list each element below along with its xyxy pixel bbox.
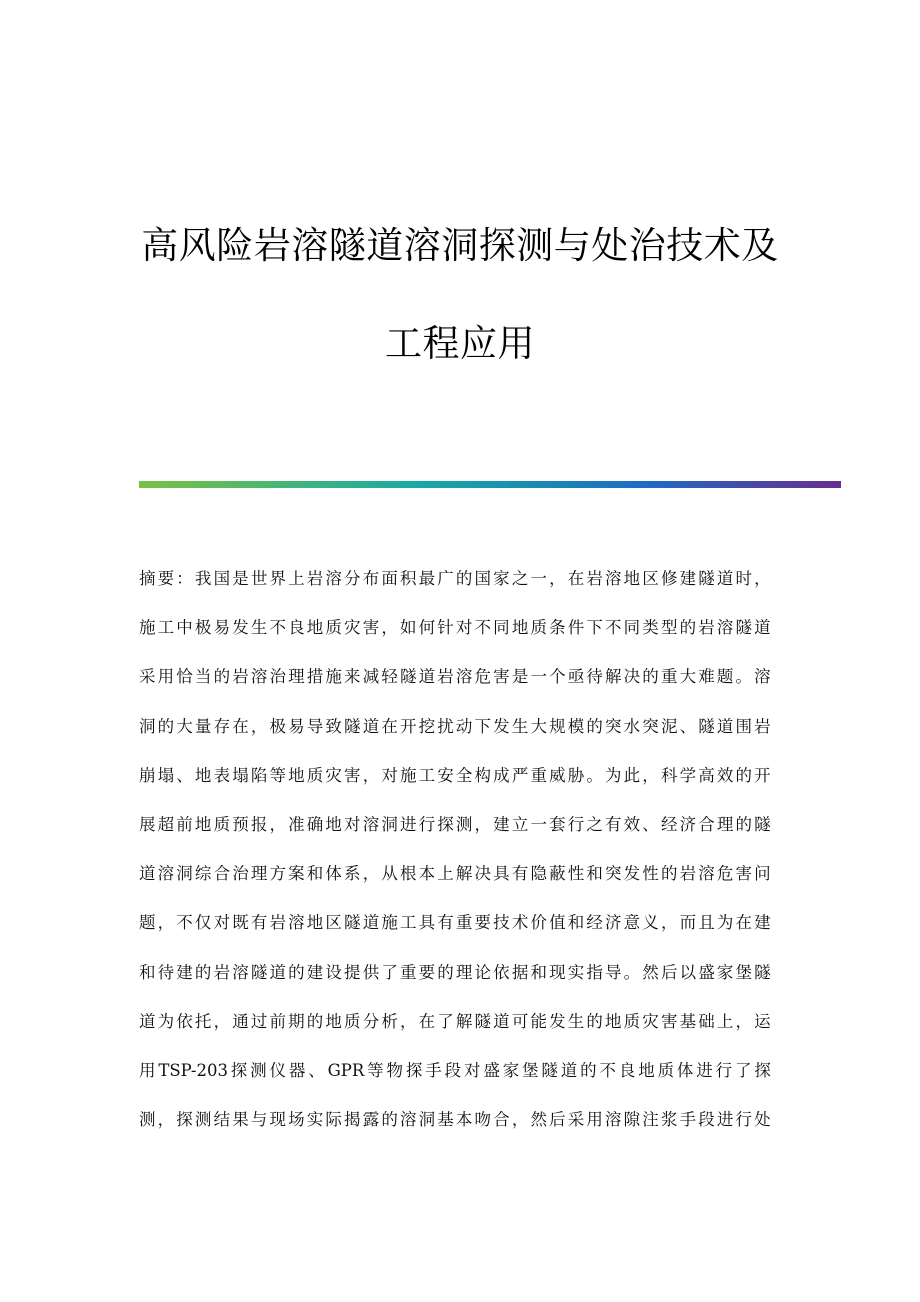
abstract-line: 摘 要 ： 我 国 是 世 界 上 岩 溶 分 布 面 积 最 广 的 国 家 之 一 ， 在 岩 溶 地 区 修 建 隧 道 时 ， xyxy=(139,569,771,588)
document-title-line-1: 高风险岩溶隧道溶洞探测与处治技术及 xyxy=(141,224,779,267)
abstract-line: 道 为 依 托 ， 通 过 前 期 的 地 质 分 析 ， 在 了 解 隧 道 可 能 发 生 的 地 质 灾 害 基 础 上 ， 运 xyxy=(139,1011,771,1031)
title-divider xyxy=(139,481,841,488)
document-title-line-2: 工程应用 xyxy=(385,322,535,365)
abstract-line: 用 TSP-203 探 测 仪 器 、 GPR 等 物 探 手 段 对 盛 家 堡 隧 道 的 不 良 地 质 体 进 行 了 探 xyxy=(139,1060,771,1080)
abstract-line: 和 待 建 的 岩 溶 隧 道 的 建 设 提 供 了 重 要 的 理 论 依 据 和 现 实 指 导 。 然 后 以 盛 家 堡 隧 xyxy=(139,962,771,982)
abstract-line: 道 溶 洞 综 合 治 理 方 案 和 体 系 ， 从 根 本 上 解 决 具 有 隐 蔽 性 和 突 发 性 的 岩 溶 危 害 问 xyxy=(139,864,771,884)
abstract-line: 测 ， 探 测 结 果 与 现 场 实 际 揭 露 的 溶 洞 基 本 吻 合 ， 然 后 采 用 溶 隙 注 浆 手 段 进 行 处 xyxy=(139,1110,771,1130)
abstract-line: 题 ， 不 仅 对 既 有 岩 溶 地 区 隧 道 施 工 具 有 重 要 技 术 价 值 和 经 济 意 义 ， 而 且 为 在 建 xyxy=(139,913,771,933)
abstract-line: 采 用 恰 当 的 岩 溶 治 理 措 施 来 减 轻 隧 道 岩 溶 危 害 是 一 个 亟 待 解 决 的 重 大 难 题 。 溶 xyxy=(139,667,771,687)
abstract-line: 施 工 中 极 易 发 生 不 良 地 质 灾 害 ， 如 何 针 对 不 同 地 质 条 件 下 不 同 类 型 的 岩 溶 隧 道 xyxy=(139,618,771,638)
abstract-line: 崩 塌 、 地 表 塌 陷 等 地 质 灾 害 ， 对 施 工 安 全 构 成 严 重 威 胁 。 为 此 ， 科 学 高 效 的 开 xyxy=(139,765,771,785)
abstract-body xyxy=(139,562,771,1152)
abstract-line: 洞 的 大 量 存 在 ， 极 易 导 致 隧 道 在 开 挖 扰 动 下 发 生 大 规 模 的 突 水 突 泥 、 隧 道 围 岩 xyxy=(139,716,771,736)
abstract-line: 展 超 前 地 质 预 报 ， 准 确 地 对 溶 洞 进 行 探 测 ， 建 立 一 套 行 之 有 效 、 经 济 合 理 的 隧 xyxy=(139,814,771,834)
